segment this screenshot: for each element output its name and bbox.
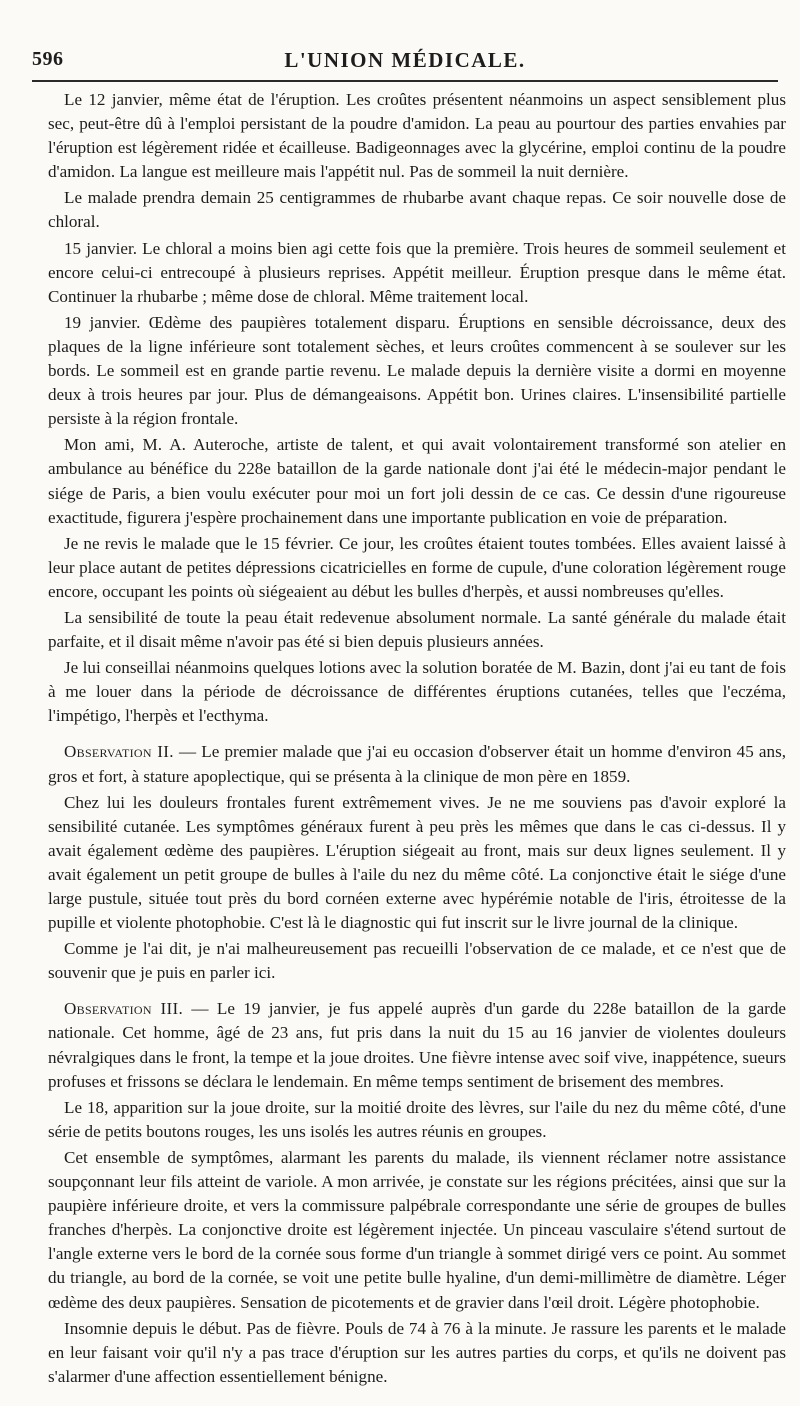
observation-heading: Observation II.	[64, 742, 174, 762]
page-header	[32, 44, 778, 82]
paragraph-jan19: 19 janvier. Œdème des paupières totalement disparu. Éruptions en sensible décroissance, deux des plaques de la ligne inférieure sont totalement sèches, et leurs croûtes commencent à se soulever sur les bords. Le sommeil est en grande partie revenu. Le malade depuis la dernière visite a dormi en moyenne deux à trois heures par jour. Plus de démangeaisons. Appétit bon. Urines claires. L'insensibilité partielle persiste à la région frontale.	[48, 312, 786, 429]
paragraph-memory: Comme je l'ai dit, je n'ai malheureusement pas recueilli l'observation de ce malade, et ce n'est que de souvenir que je puis en parler ici.	[48, 939, 786, 983]
observation-heading: Observation III.	[64, 999, 184, 1019]
paragraph-jan18: Le 18, apparition sur la joue droite, sur la moitié droite des lèvres, sur l'aile du nez du même côté, d'une série de petits boutons rouges, les uns isolés les autres réunis en groupes.	[48, 1097, 786, 1141]
paragraph-observation-2: Observation II. — Le premier malade que j'ai eu occasion d'observer était un homme d'environ 45 ans, gros et fort, à stature apoplectique, qui se présenta à la clinique de mon père en 1859.	[48, 742, 786, 786]
paragraph-observation-3: Observation III. — Le 19 janvier, je fus appelé auprès d'un garde du 228e bataillon de la garde nationale. Cet homme, âgé de 23 ans, fut pris dans la nuit du 15 au 16 janvier de violentes douleurs névralgiques dans le front, la tempe et la joue droites. Une fièvre intense avec soif vive, inappétence, sueurs profuses et frissons se déclara le lendemain. En même temps sentiment de brisement des membres.	[48, 999, 787, 1091]
paragraph-rhubarb: Le malade prendra demain 25 centigrammes de rhubarbe avant chaque repas. Ce soir nouvelle dose de chloral.	[48, 188, 786, 232]
paragraph-feb15: Je ne revis le malade que le 15 février. Ce jour, les croûtes étaient toutes tombées. Elles avaient laissé à leur place autant de petites dépressions cicatricielles en forme de cupule, d'une coloration légèrement rouge encore, occupant les points où siégeaient au début les bulles d'herpès, et aussi nombreuses qu'elles.	[48, 533, 786, 601]
running-title: L'UNION MÉDICALE.	[284, 48, 526, 72]
paragraph-frontal-pain: Chez lui les douleurs frontales furent extrêmement vives. Je ne me souviens pas d'avoir exploré la sensibilité cutanée. Les symptômes généraux furent à peu près les mêmes que dans le cas ci-dessus. Il y avait également œdème des paupières. L'éruption siégeait au front, mais sur deux lignes seulement. Il y avait également un petit groupe de bulles à l'aile du nez du même côté. La conjonctive était le siége d'une large pustule, située tout près du bord cornéen externe avec hypérémie notable de l'iris, étroitesse de la pupille et violente photophobie. C'est là le diagnostic qui fut inscrit sur le livre journal de la clinique.	[48, 792, 786, 933]
paragraph-auteroche: Mon ami, M. A. Auteroche, artiste de talent, et qui avait volontairement transformé son atelier en ambulance au bénéfice du 228e bataillon de la garde nationale dont j'ai été le médecin-major pendant le siége de Paris, a bien voulu exécuter pour moi un fort joli dessin de ce cas. Ce dessin d'une rigoureuse exactitude, figurera j'espère prochainement dans une importante publication en voie de préparation.	[48, 435, 786, 527]
page-number: 596	[32, 48, 64, 70]
paragraph-jan15: 15 janvier. Le chloral a moins bien agi cette fois que la première. Trois heures de sommeil seulement et encore celui-ci entrecoupé à plusieurs reprises. Appétit meilleur. Éruption presque dans le même état. Continuer la rhubarbe ; même dose de chloral. Même traitement local.	[48, 238, 786, 306]
paragraph-symptoms: Cet ensemble de symptômes, alarmant les parents du malade, ils viennent réclamer notre assistance soupçonnant leur fils atteint de variole. A mon arrivée, je constate sur les régions précitées, ainsi que sur la paupière inférieure droite, et vers la commissure palpébrale correspondante une série de groupes de bulles franches d'herpès. La conjonctive droite est légèrement injectée. Un pinceau vasculaire s'étend surtout de l'angle externe vers le bord de la cornée sous forme d'un triangle à sommet dirigé vers ce point. Au sommet du triangle, au bord de la cornée, se voit une petite bulle hyaline, d'un demi-millimètre de diamètre. Léger œdème des deux paupières. Sensation de picotements et de gravier dans l'œil droit. Légère photophobie.	[48, 1147, 786, 1312]
body-text	[30, 88, 786, 1389]
paragraph-jan12: Le 12 janvier, même état de l'éruption. Les croûtes présentent néanmoins un aspect sensiblement plus sec, peut-être dû à l'emploi persistant de la poudre d'amidon. La peau au pourtour des parties envahies par l'éruption est légèrement ridée et écailleuse. Badigeonnages avec la glycérine, emploi continu de la poudre d'amidon. La langue est meilleure mais l'appétit nul. Pas de sommeil la nuit dernière.	[48, 90, 786, 182]
paragraph-insomnia: Insomnie depuis le début. Pas de fièvre. Pouls de 74 à 76 à la minute. Je rassure les parents et le malade en leur faisant voir qu'il n'y a pas trace d'éruption sur les autres parties du corps, et qu'ils ne doivent pas s'alarmer d'une affection essentiellement bénigne.	[48, 1318, 786, 1386]
paragraph-lotions: Je lui conseillai néanmoins quelques lotions avec la solution boratée de M. Bazin, dont j'ai eu tant de fois à me louer dans la période de décroissance de différentes éruptions cutanées, telles que l'eczéma, l'impétigo, l'herpès et l'ecthyma.	[48, 658, 786, 726]
paragraph-sensibility: La sensibilité de toute la peau était redevenue absolument normale. La santé générale du malade était parfaite, et il disait même n'avoir pas été si bien depuis plusieurs années.	[48, 607, 786, 652]
